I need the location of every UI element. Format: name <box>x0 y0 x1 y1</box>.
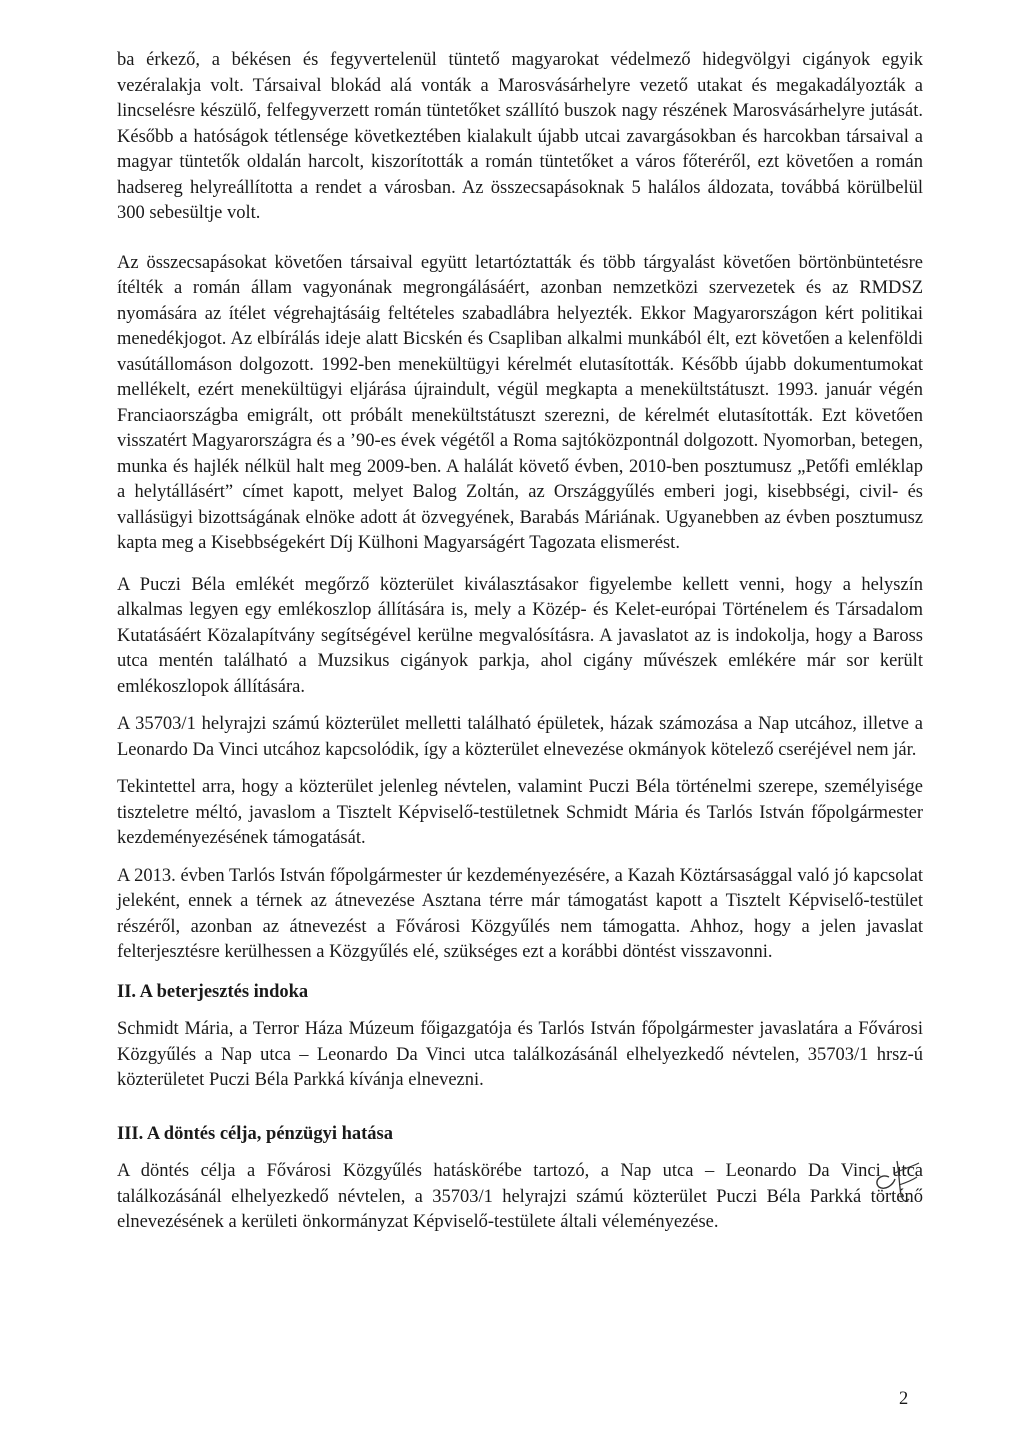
document-page <box>117 48 923 1236</box>
paragraph-2: Az összecsapásokat követően társaival együtt letartóztatták és több tárgyalást követően börtönbüntetésre ítélték a román állam vagyonának megrongálásáért, azonban nemzetközi szervezetek és az RMDSZ nyomására az ítélet végrehajtásáig feltételes szabadlábra helyezték. Ekkor Magyarországon kért politikai menedékjogot. Az elbírálás ideje alatt Bicskén és Csapliban alkalmi munkából élt, ezt követően a kelenföldi vasútállomáson dolgozott. 1992-ben menekültügyi kérelmét elutasították. Később újabb dokumentumokat mellékelt, ezért menekültügyi eljárása újraindult, végül megkapta a menekültstátuszt. 1993. január végén Franciaországba emigrált, ott próbált menekültstátuszt szerezni, de kérelmét elutasították. Ezt követően visszatért Magyarországra és a ’90-es évek végétől a Roma sajtóközpontnál dolgozott. Nyomorban, betegen, munka és hajlék nélkül halt meg 2009-ben. A halálát követő évben, 2010-ben posztumusz „Petőfi emléklap a helytállásért” címet kapott, melyet Balog Zoltán, az Országgyűlés emberi jogi, kisebbségi, civil- és vallásügyi bizottságának elnöke adott át özvegyének, Barabás Máriának. Ugyanebben az évben posztumusz kapta meg a Kisebbségekért Díj Külhoni Magyarságért Tagozata elismerést. <box>117 252 923 553</box>
paragraph-6: A 2013. évben Tarlós István főpolgármester úr kezdeményezésére, a Kazah Köztársasággal való jó kapcsolat jeleként, ennek a térnek az átnevezése Asztana térre már támogatást kapott a Tisztelt Képviselő-testület részéről, azonban az átnevezést a Fővárosi Közgyűlés nem támogatta. Ahhoz, hogy a jelen javaslat felterjesztésre kerülhessen a Közgyűlés elé, szükséges ezt a korábbi döntést visszavonni. <box>117 865 923 962</box>
paragraph-1: ba érkező, a békésen és fegyvertelenül tüntető magyarokat védelmező hidegvölgyi cigányok egyik vezéralakja volt. Társaival blokád alá vonták a Marosvásárhelyre vezető utakat és megakadályozták a lincselésre készülő, felfegyverzett román tüntetőket szállító buszok nagy részének Marosvásárhelyre jutását. Később a hatóságok tétlensége következtében kialakult újabb utcai zavargásokban és harcokban társaival a magyar tüntetők oldalán harcolt, kiszorították a román tüntetőket a város főteréről, ezt követően a román hadsereg helyreállította a rendet a városban. Az összecsapásoknak 5 halálos áldozata, továbbá körülbelül 300 sebesültje volt. <box>117 50 923 223</box>
section-3-body <box>117 1159 923 1236</box>
paragraph-3: A Puczi Béla emlékét megőrző közterület kiválasztásakor figyelembe kellett venni, hogy a helyszín alkalmas legyen egy emlékoszlop állítására is, mely a Közép- és Kelet-európai Történelem és Társadalom Kutatásáért Közalapítvány segítségével kerülne megvalósításra. A javaslatot az is indokolja, hogy a Baross utca mentén található a Muzsikus cigányok parkja, ahol cigány művészek emlékére már sor került emlékoszlopok állítására. <box>117 574 923 697</box>
section-2-heading: II. A beterjesztés indoka <box>117 981 309 1002</box>
section-3-heading: III. A döntés célja, pénzügyi hatása <box>117 1123 393 1144</box>
handwritten-initials-icon <box>859 1151 923 1209</box>
page-number: 2 <box>899 1389 909 1409</box>
section-3-text: A döntés célja a Fővárosi Közgyűlés hatáskörébe tartozó, a Nap utca – Leonardo Da Vinci utca találkozásánál elhelyezkedő névtelen, a 35703/1 helyrajzi számú közterület Puczi Béla Parkká történő elnevezésének a kerületi önkormányzat Képviselő-testülete általi véleményezése. <box>117 1161 923 1232</box>
paragraph-4: A 35703/1 helyrajzi számú közterület melletti található épületek, házak számozása a Nap utcához, illetve a Leonardo Da Vinci utcához kapcsolódik, így a közterület elnevezése okmányok kötelező cseréjével nem jár. <box>117 714 923 760</box>
paragraph-5: Tekintettel arra, hogy a közterület jelenleg névtelen, valamint Puczi Béla történelmi szerepe, személyisége tiszteletre méltó, javaslom a Tisztelt Képviselő-testületnek Schmidt Mária és Tarlós István főpolgármester kezdeményezésének támogatását. <box>117 777 923 848</box>
section-2-text: Schmidt Mária, a Terror Háza Múzeum főigazgatója és Tarlós István főpolgármester javaslatára a Fővárosi Közgyűlés a Nap utca – Leonardo Da Vinci utca találkozásánál elhelyezkedő névtelen, 35703/1 hrsz-ú közterületet Puczi Béla Parkká kívánja elnevezni. <box>117 1019 923 1090</box>
